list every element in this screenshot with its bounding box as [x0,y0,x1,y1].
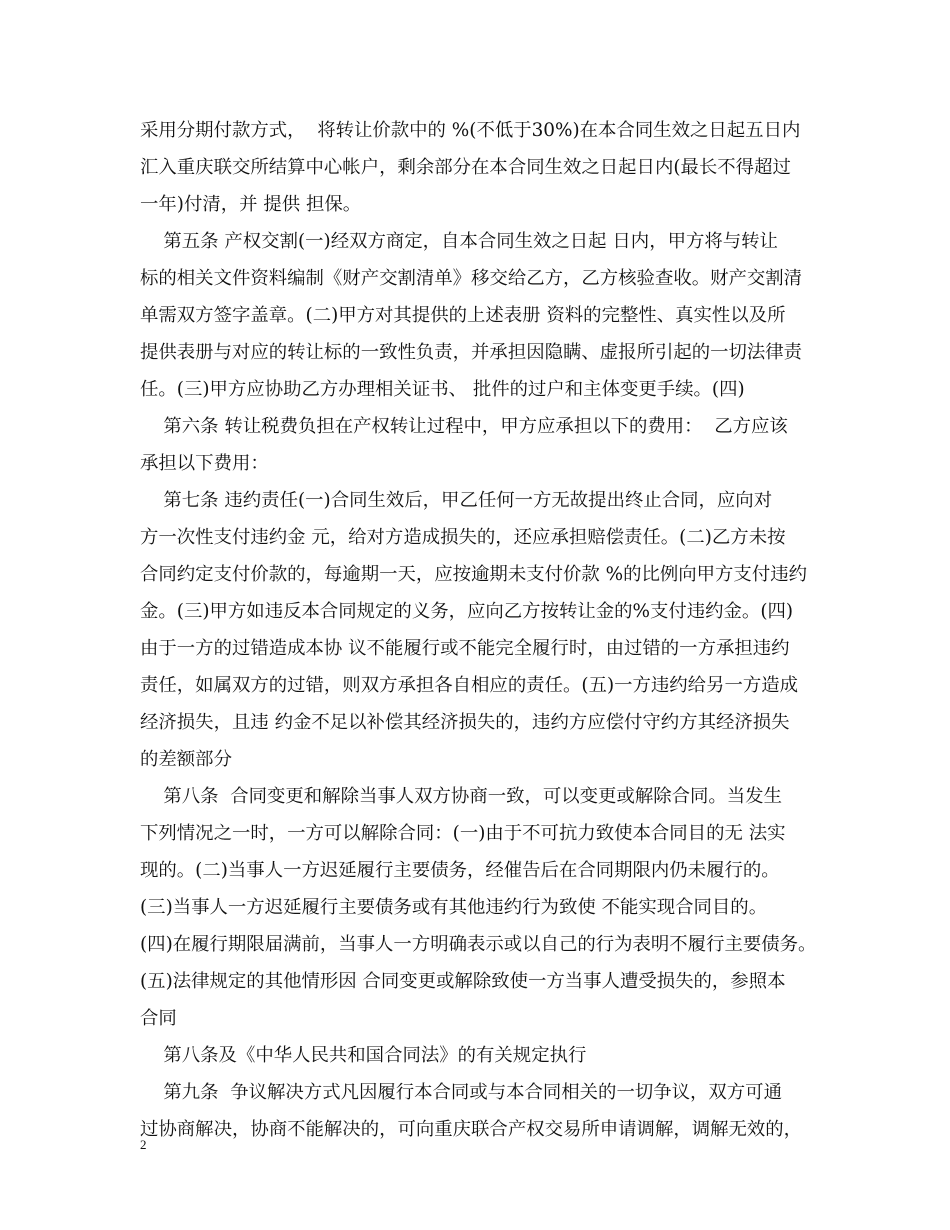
text-line: 单需双方签字盖章。(二)甲方对其提供的上述表册 资料的完整性、真实性以及所 [140,305,786,326]
text-line: 合同 [140,1008,177,1029]
text-line: 方一次性支付违约金 元，给对方造成损失的，还应承担赔偿责任。(二)乙方未按 [140,527,786,548]
text-line: 第六条 转让税费负担在产权转让过程中，甲方应承担以下的费用： 乙方应该 [140,416,788,437]
text-line: 过协商解决，协商不能解决的，可向重庆联合产权交易所申请调解，调解无效的， [140,1119,803,1140]
text-line: 一年)付清，并 提供 担保。 [140,194,362,215]
text-line: 第八条 合同变更和解除当事人双方协商一致，可以变更或解除合同。当发生 [140,786,782,807]
text-line: 第五条 产权交割(一)经双方商定，自本合同生效之日起 日内，甲方将与转让 [140,231,778,252]
text-line: 承担以下费用： [140,453,269,474]
text-line: 下列情况之一时，一方可以解除合同：(一)由于不可抗力致使本合同目的无 法实 [140,823,786,844]
text-line: 第七条 违约责任(一)合同生效后，甲乙任何一方无故提出终止合同，应向对 [140,490,773,511]
text-line: 金。(三)甲方如违反本合同规定的义务，应向乙方按转让金的%支付违约金。(四) [140,601,794,622]
text-line: 汇入重庆联交所结算中心帐户，剩余部分在本合同生效之日起日内(最长不得超过 [140,157,791,178]
text-line: 采用分期付款方式， 将转让价款中的 %(不低于30%)在本合同生效之日起五日内 [140,120,801,141]
text-line: 任。(三)甲方应协助乙方办理相关证书、 批件的过户和主体变更手续。(四) [140,379,745,400]
text-line: 标的相关文件资料编制《财产交割清单》移交给乙方，乙方核验查收。财产交割清 [140,268,803,289]
page-number: 2 [140,1137,147,1152]
text-line: 责任，如属双方的过错，则双方承担各自相应的责任。(五)一方违约给另一方造成 [140,675,799,696]
text-line: 提供表册与对应的转让标的一致性负责，并承担因隐瞒、虚报所引起的一切法律责 [140,342,803,363]
text-line: 现的。(二)当事人一方迟延履行主要债务，经催告后在合同期限内仍未履行的。 [140,860,780,881]
text-line: 第九条 争议解决方式凡因履行本合同或与本合同相关的一切争议，双方可通 [140,1082,782,1103]
text-line: 第八条及《中华人民共和国合同法》的有关规定执行 [140,1045,587,1066]
text-line: 合同约定支付价款的，每逾期一天，应按逾期未支付价款 %的比例向甲方支付违约 [140,564,807,585]
text-line: (四)在履行期限届满前，当事人一方明确表示或以自己的行为表明不履行主要债务。 [140,934,817,955]
text-line: 的差额部分 [140,749,232,770]
text-line: 由于一方的过错造成本协 议不能履行或不能完全履行时，由过错的一方承担违约 [140,638,790,659]
text-line: 经济损失，且违 约金不足以补偿其经济损失的，违约方应偿付守约方其经济损失 [140,712,790,733]
text-line: (三)当事人一方迟延履行主要债务或有其他违约行为致使 不能实现合同目的。 [140,897,768,918]
text-line: (五)法律规定的其他情形因 合同变更或解除致使一方当事人遭受损失的，参照本 [140,971,786,992]
